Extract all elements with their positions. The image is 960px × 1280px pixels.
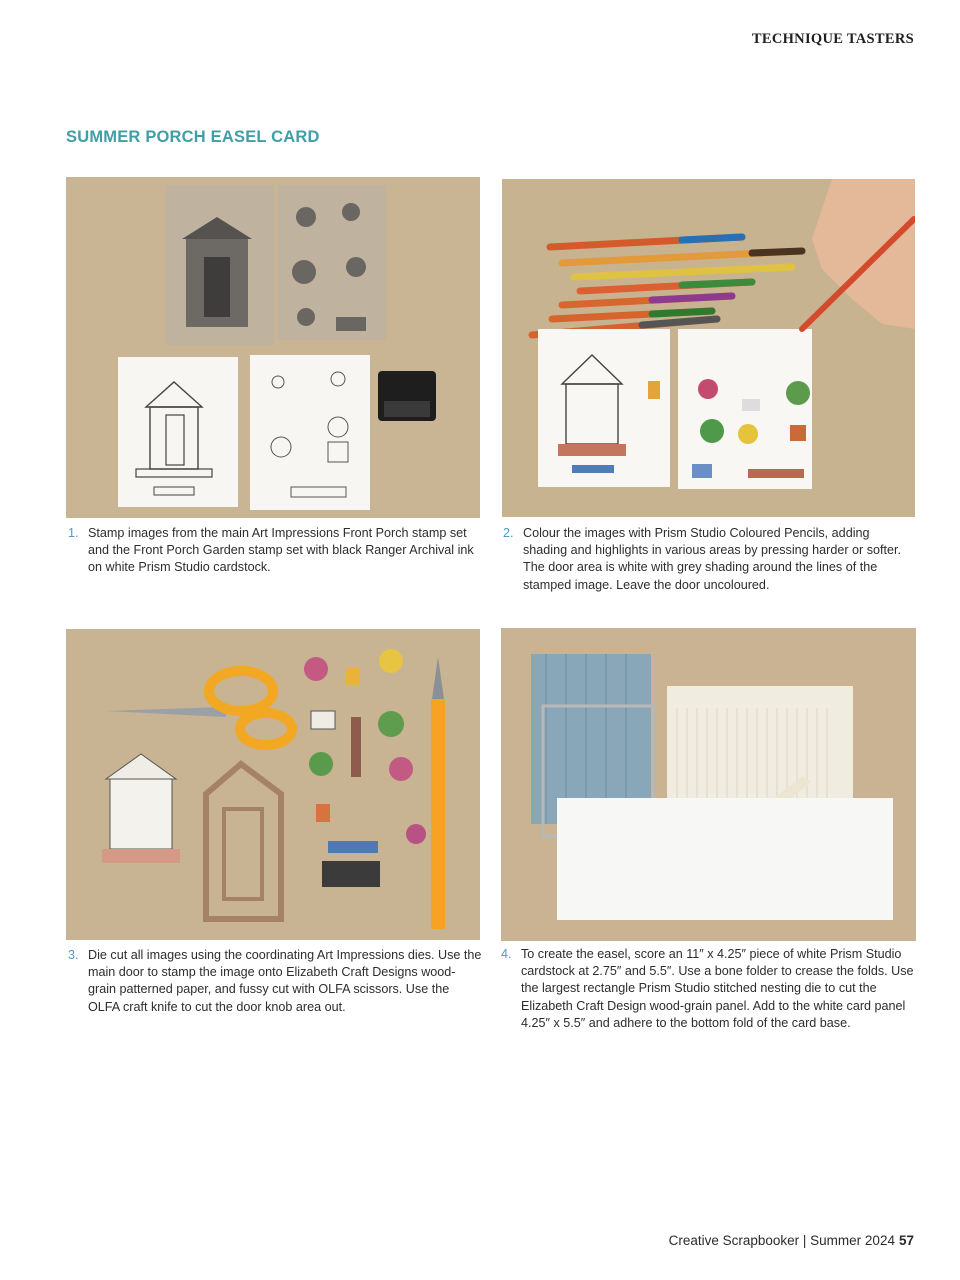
running-head: TECHNIQUE TASTERS [751, 31, 914, 47]
page-number: 57 [898, 1233, 914, 1248]
page-footer [669, 1233, 914, 1248]
step-3-photo [66, 629, 480, 940]
step-number: 1. [68, 526, 79, 540]
step-4-photo [501, 628, 916, 941]
step-number: 4. [501, 947, 512, 961]
step-text: Colour the images with Prism Studio Coloured Pencils, adding shading and highlights in various areas by pressing harder or softer. The door area is white with grey shading around the lines of the stamped image. Leave the door uncoloured. [523, 526, 902, 592]
step-2-photo [502, 179, 915, 517]
publication-name: Creative Scrapbooker | Summer 2024 [668, 1233, 895, 1248]
step-2-caption [503, 525, 915, 594]
step-number: 2. [503, 526, 514, 540]
step-number: 3. [68, 948, 79, 962]
step-text: To create the easel, score an 11″ x 4.25″ piece of white Prism Studio cardstock at 2.75″ and 5.5″. Use a bone folder to crease the folds. Use the largest rectangle Prism Studio stitched nesting die to cut the Elizabeth Craft Design wood-grain panel. Add to the white card panel 4.25″ x 5.5″ and adhere to the bottom fold of the card base. [521, 947, 914, 1030]
step-3-caption [68, 947, 482, 1016]
step-1-caption [68, 525, 480, 577]
step-4-caption [501, 946, 915, 1032]
step-text: Stamp images from the main Art Impressions Front Porch stamp set and the Front Porch Garden stamp set with black Ranger Archival ink on white Prism Studio cardstock. [88, 526, 474, 575]
step-text: Die cut all images using the coordinating Art Impressions dies. Use the main door to stamp the image onto Elizabeth Craft Designs wood-grain patterned paper, and fussy cut with OLFA scissors. Use the OLFA craft knife to cut the door knob area out. [88, 948, 482, 1014]
section-title: SUMMER PORCH EASEL CARD [66, 128, 320, 146]
step-1-photo [66, 177, 480, 518]
